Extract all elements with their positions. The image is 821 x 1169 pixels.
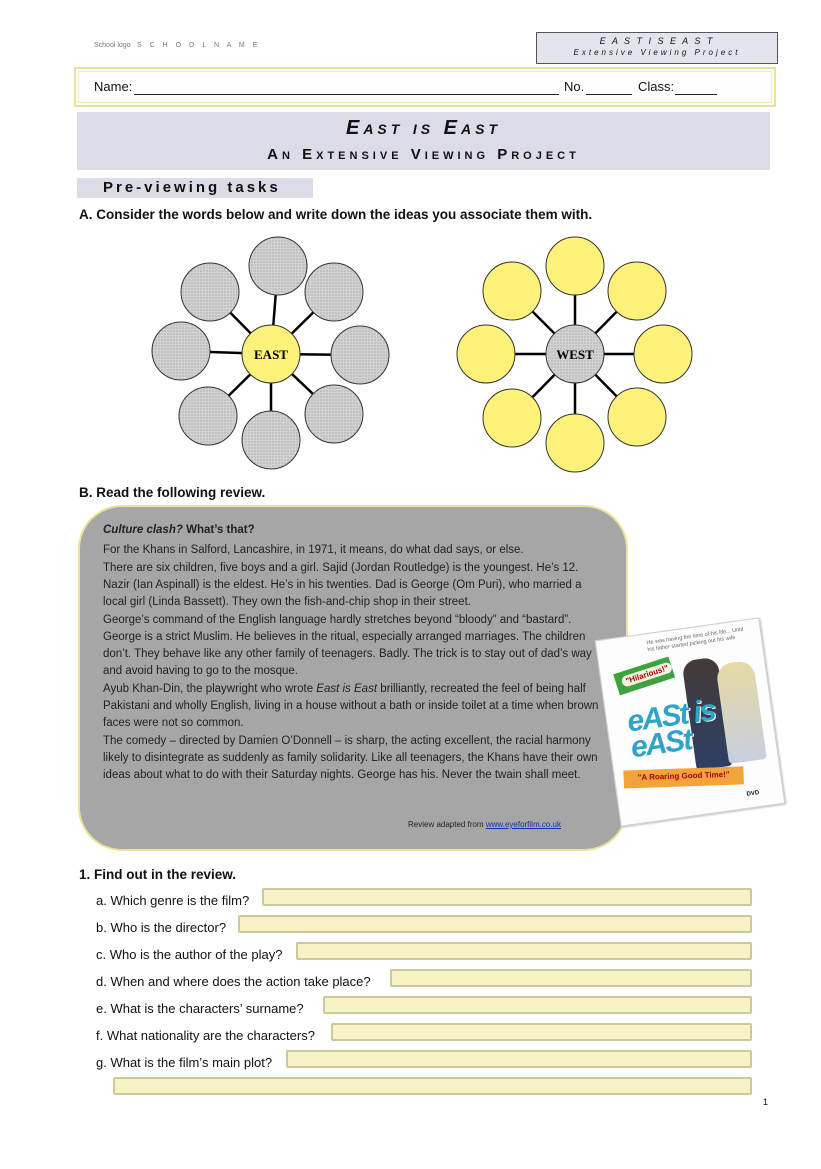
east-idea-circle[interactable] <box>179 387 237 445</box>
review-title <box>103 522 603 539</box>
answer-field-a[interactable] <box>262 888 752 906</box>
question-a: a. Which genre is the film? <box>96 893 250 908</box>
page-title-banner <box>77 112 770 170</box>
answer-field-f[interactable] <box>331 1023 752 1041</box>
class-field[interactable] <box>675 80 717 95</box>
number-label: No. <box>564 79 585 94</box>
name-field[interactable] <box>134 80 559 95</box>
header-title-box <box>536 32 778 64</box>
east-idea-circle[interactable] <box>181 263 239 321</box>
east-label: EAST <box>254 347 288 362</box>
review-p4-italic: East is East <box>316 683 378 695</box>
section-label: Pre-viewing tasks <box>77 178 313 198</box>
west-idea-circle[interactable] <box>608 388 666 446</box>
task-1-heading: 1. Find out in the review. <box>79 867 237 882</box>
header-box-title: E A S T I S E A S T <box>599 36 715 46</box>
question-b: b. Who is the director? <box>96 920 227 935</box>
task-a-heading: A. Consider the words below and write down the ideas you associate them with. <box>79 207 593 222</box>
answer-field-e[interactable] <box>323 996 752 1014</box>
west-idea-circle[interactable] <box>634 325 692 383</box>
west-idea-circle[interactable] <box>608 262 666 320</box>
review-text <box>103 522 603 784</box>
answer-field-g[interactable] <box>286 1050 752 1068</box>
east-idea-circle[interactable] <box>249 237 307 295</box>
review-title-italic: Culture clash? <box>103 524 183 536</box>
poster-quote-badge <box>613 657 675 696</box>
review-paragraph: George’s command of the English language hardly stretches beyond “bloody” and “bastard”. George is a strict Muslim. He believes in the ritual, especially arranged marriages. The children don’t. They behave like any other family of teenagers. Badly. The trick is to stay out of dad’s way and avoid having to go to the mosque. <box>103 614 592 677</box>
poster-quote-banner <box>623 766 744 788</box>
review-title-rest: What’s that? <box>182 524 255 536</box>
review-p4-end: brilliantly, recreated the feel of being half Pakistani and wholly English, living in a house without a bath or inside toilet at a time when brown faces were not so common. <box>103 683 599 729</box>
poster-quote-2: "A Roaring Good Time!" <box>637 769 730 783</box>
question-g: g. What is the film’s main plot? <box>96 1055 273 1070</box>
page-subtitle: An Extensive Viewing Project <box>267 146 580 163</box>
review-paragraph <box>103 681 603 732</box>
poster-tagline: He was having the time of his life... Until his father started picking out his wife <box>646 626 744 654</box>
west-idea-circle[interactable] <box>546 414 604 472</box>
answer-field-c[interactable] <box>296 942 752 960</box>
east-idea-circle[interactable] <box>242 411 300 469</box>
question-f: f. What nationality are the characters? <box>96 1028 315 1043</box>
name-label: Name: <box>94 79 133 94</box>
page-number: 1 <box>763 1097 769 1107</box>
review-paragraph: The comedy – directed by Damien O’Donnell – is sharp, the acting excellent, the racial harmony likely to disintegrate as suddenly as family solidarity. Like all teenagers, the Khans have their own ideas about what to do with their Saturday nights. George has his. Never the twain shall meet. <box>103 735 598 781</box>
review-source <box>408 820 561 829</box>
poster-dvd-badge: DVD <box>746 790 760 798</box>
west-idea-circle[interactable] <box>546 237 604 295</box>
west-idea-circle[interactable] <box>457 325 515 383</box>
poster-logo: eASt is eASt <box>625 693 717 765</box>
review-p4-start: Ayub Khan-Din, the playwright who wrote <box>103 683 317 695</box>
question-d: d. When and where does the action take place? <box>96 974 371 989</box>
answer-field-g-continued[interactable] <box>113 1077 752 1095</box>
poster-quote: "Hilarious!" <box>620 661 673 688</box>
school-logo-placeholder <box>94 42 260 49</box>
review-source-prefix: Review adapted from <box>408 820 486 829</box>
review-paragraph: There are six children, five boys and a girl. Sajid (Jordan Routledge) is the youngest. He’s 12. Nazir (Ian Aspinall) is the eldest. He’s in his twenties. Dad is George (Om Puri), who married a local girl (Linda Bassett). They own the fish-and-chip shop in their street. <box>103 562 582 608</box>
east-idea-circle[interactable] <box>152 322 210 380</box>
west-idea-circle[interactable] <box>483 262 541 320</box>
review-paragraph: For the Khans in Salford, Lancashire, in 1971, it means, do what dad says, or else. <box>103 544 524 556</box>
review-source-link[interactable]: www.eyeforfilm.co.uk <box>485 820 561 829</box>
school-logo-label: School logo <box>94 42 131 49</box>
west-idea-circle[interactable] <box>483 389 541 447</box>
west-label: WEST <box>556 347 594 362</box>
east-idea-circle[interactable] <box>305 263 363 321</box>
class-label: Class: <box>638 79 675 94</box>
east-idea-circle[interactable] <box>305 385 363 443</box>
film-poster <box>595 617 786 826</box>
answer-field-d[interactable] <box>390 969 752 987</box>
page-title: East is East <box>345 117 502 139</box>
word-webs <box>140 228 710 478</box>
answer-field-b[interactable] <box>238 915 752 933</box>
question-c: c. Who is the author of the play? <box>96 947 283 962</box>
east-idea-circle[interactable] <box>331 326 389 384</box>
task-b-heading: B. Read the following review. <box>79 485 266 500</box>
school-name-label: S C H O O L N A M E <box>137 42 261 49</box>
header-box-subtitle: Extensive Viewing Project <box>573 48 741 57</box>
number-field[interactable] <box>586 80 632 95</box>
question-e: e. What is the characters’ surname? <box>96 1001 304 1016</box>
